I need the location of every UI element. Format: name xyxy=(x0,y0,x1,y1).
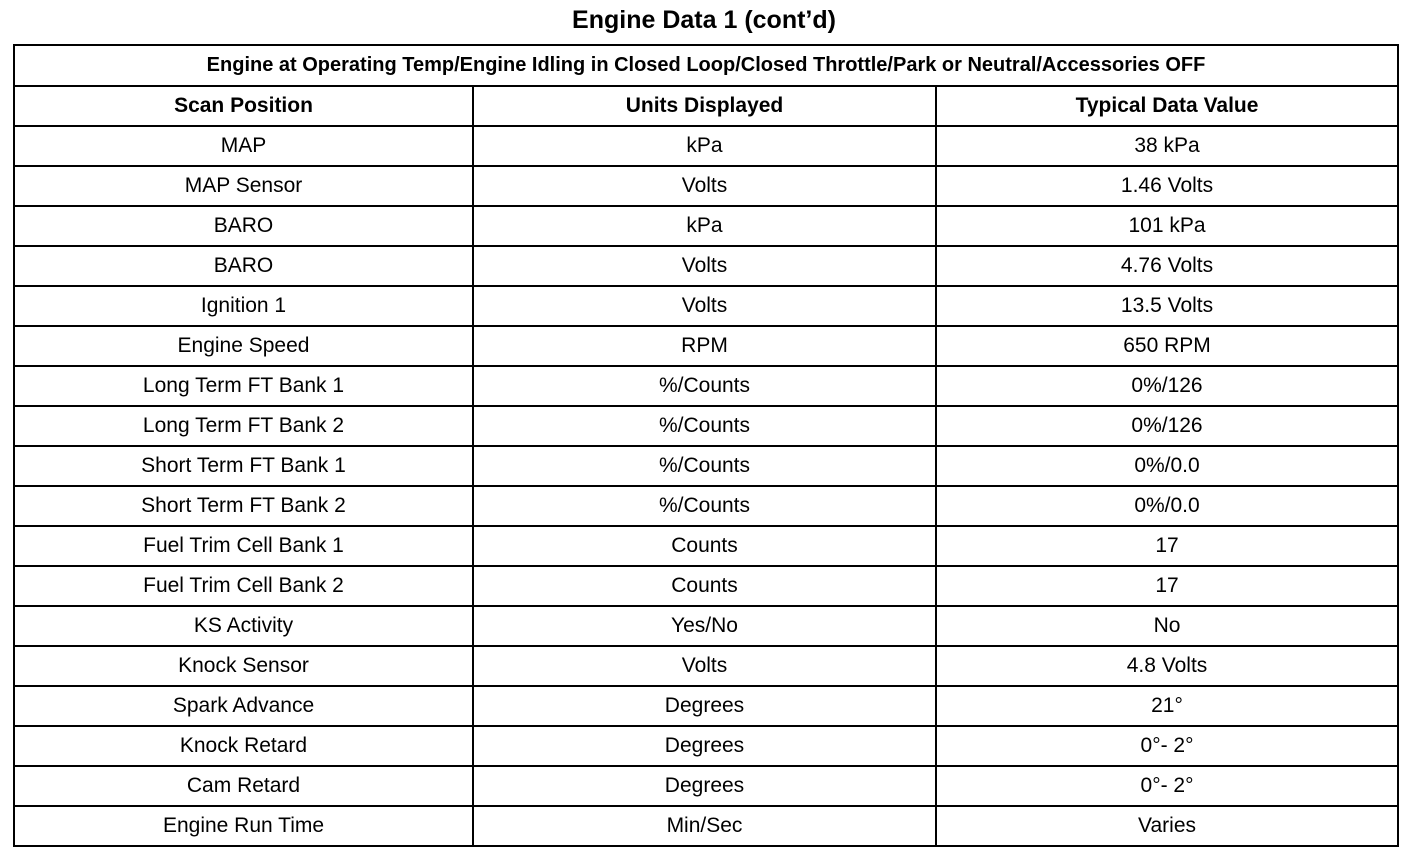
units-displayed-cell: %/Counts xyxy=(473,366,936,406)
scan-position-cell: Engine Speed xyxy=(14,326,473,366)
table-row xyxy=(14,646,1398,686)
table-body xyxy=(14,126,1398,846)
units-displayed-cell: Volts xyxy=(473,166,936,206)
page-title: Engine Data 1 (cont’d) xyxy=(572,6,836,34)
table-row xyxy=(14,166,1398,206)
scan-position-cell: Spark Advance xyxy=(14,686,473,726)
column-header-units-displayed: Units Displayed xyxy=(473,86,936,126)
scan-position-cell: Fuel Trim Cell Bank 1 xyxy=(14,526,473,566)
typical-data-value-cell: Varies xyxy=(936,806,1398,846)
scan-position-cell: BARO xyxy=(14,206,473,246)
typical-data-value-cell: 4.76 Volts xyxy=(936,246,1398,286)
table-row xyxy=(14,566,1398,606)
scan-position-cell: Long Term FT Bank 2 xyxy=(14,406,473,446)
typical-data-value-cell: 21° xyxy=(936,686,1398,726)
units-displayed-cell: %/Counts xyxy=(473,446,936,486)
table-row xyxy=(14,726,1398,766)
typical-data-value-cell: 1.46 Volts xyxy=(936,166,1398,206)
table-row xyxy=(14,286,1398,326)
scan-position-cell: BARO xyxy=(14,246,473,286)
table-row xyxy=(14,126,1398,166)
units-displayed-cell: %/Counts xyxy=(473,406,936,446)
typical-data-value-cell: 0%/126 xyxy=(936,366,1398,406)
table-row xyxy=(14,606,1398,646)
table-caption: Engine at Operating Temp/Engine Idling in Closed Loop/Closed Throttle/Park or Neutral/Accessories OFF xyxy=(14,45,1398,86)
units-displayed-cell: Counts xyxy=(473,526,936,566)
scan-position-cell: Knock Retard xyxy=(14,726,473,766)
table-row xyxy=(14,206,1398,246)
typical-data-value-cell: 0%/0.0 xyxy=(936,486,1398,526)
units-displayed-cell: RPM xyxy=(473,326,936,366)
scan-position-cell: Cam Retard xyxy=(14,766,473,806)
typical-data-value-cell: 650 RPM xyxy=(936,326,1398,366)
scan-position-cell: Short Term FT Bank 2 xyxy=(14,486,473,526)
scan-position-cell: Long Term FT Bank 1 xyxy=(14,366,473,406)
table-row xyxy=(14,246,1398,286)
table-row xyxy=(14,406,1398,446)
scan-position-cell: Knock Sensor xyxy=(14,646,473,686)
table-row xyxy=(14,446,1398,486)
units-displayed-cell: Volts xyxy=(473,286,936,326)
typical-data-value-cell: 0°- 2° xyxy=(936,766,1398,806)
typical-data-value-cell: 0%/126 xyxy=(936,406,1398,446)
table-row xyxy=(14,526,1398,566)
typical-data-value-cell: 0%/0.0 xyxy=(936,446,1398,486)
typical-data-value-cell: No xyxy=(936,606,1398,646)
typical-data-value-cell: 13.5 Volts xyxy=(936,286,1398,326)
units-displayed-cell: Degrees xyxy=(473,686,936,726)
units-displayed-cell: kPa xyxy=(473,126,936,166)
units-displayed-cell: %/Counts xyxy=(473,486,936,526)
table-row xyxy=(14,766,1398,806)
table-row xyxy=(14,366,1398,406)
typical-data-value-cell: 38 kPa xyxy=(936,126,1398,166)
scan-position-cell: MAP xyxy=(14,126,473,166)
units-displayed-cell: Degrees xyxy=(473,726,936,766)
table-header-row xyxy=(14,86,1398,126)
table-row xyxy=(14,326,1398,366)
units-displayed-cell: Degrees xyxy=(473,766,936,806)
scan-position-cell: MAP Sensor xyxy=(14,166,473,206)
engine-data-table xyxy=(13,44,1399,847)
table-row xyxy=(14,686,1398,726)
scan-position-cell: Ignition 1 xyxy=(14,286,473,326)
typical-data-value-cell: 17 xyxy=(936,566,1398,606)
table-caption-row xyxy=(14,45,1398,86)
column-header-scan-position: Scan Position xyxy=(14,86,473,126)
typical-data-value-cell: 101 kPa xyxy=(936,206,1398,246)
scan-position-cell: KS Activity xyxy=(14,606,473,646)
units-displayed-cell: Yes/No xyxy=(473,606,936,646)
units-displayed-cell: Counts xyxy=(473,566,936,606)
units-displayed-cell: kPa xyxy=(473,206,936,246)
table-row xyxy=(14,806,1398,846)
scan-position-cell: Engine Run Time xyxy=(14,806,473,846)
typical-data-value-cell: 4.8 Volts xyxy=(936,646,1398,686)
units-displayed-cell: Volts xyxy=(473,646,936,686)
typical-data-value-cell: 17 xyxy=(936,526,1398,566)
units-displayed-cell: Min/Sec xyxy=(473,806,936,846)
units-displayed-cell: Volts xyxy=(473,246,936,286)
column-header-typical-data-value: Typical Data Value xyxy=(936,86,1398,126)
scan-position-cell: Short Term FT Bank 1 xyxy=(14,446,473,486)
table-row xyxy=(14,486,1398,526)
typical-data-value-cell: 0°- 2° xyxy=(936,726,1398,766)
scan-position-cell: Fuel Trim Cell Bank 2 xyxy=(14,566,473,606)
